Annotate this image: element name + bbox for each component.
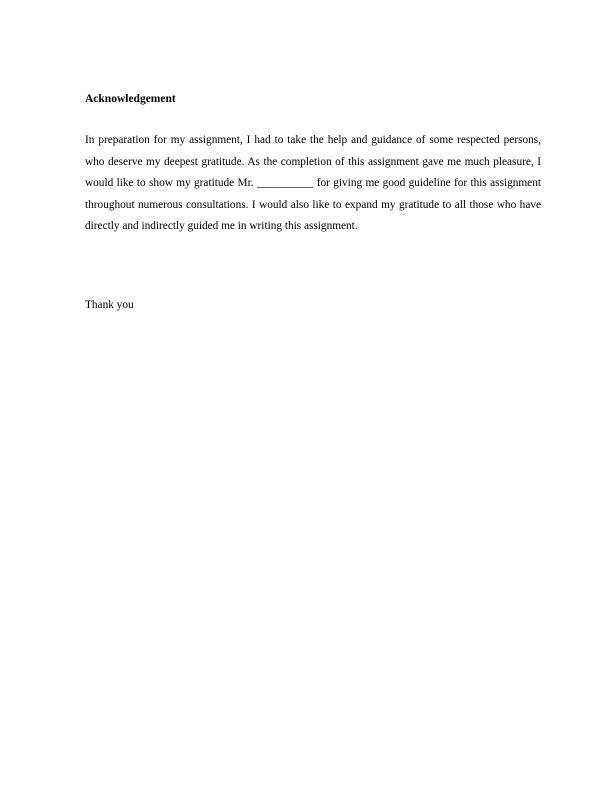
document-heading: Acknowledgement	[85, 93, 176, 105]
acknowledgement-paragraph: In preparation for my assignment, I had to take the help and guidance of some respected persons, who deserve my deepest gratitude. As the completion of this assignment gave me much pleasure, I would like to show my gratitude Mr. __________ for giving me good guideline for this assignment throughout numerous consultations. I would also like to expand my gratitude to all those who have directly and indirectly guided me in writing this assignment.	[85, 134, 541, 233]
closing-text: Thank you	[85, 299, 134, 311]
